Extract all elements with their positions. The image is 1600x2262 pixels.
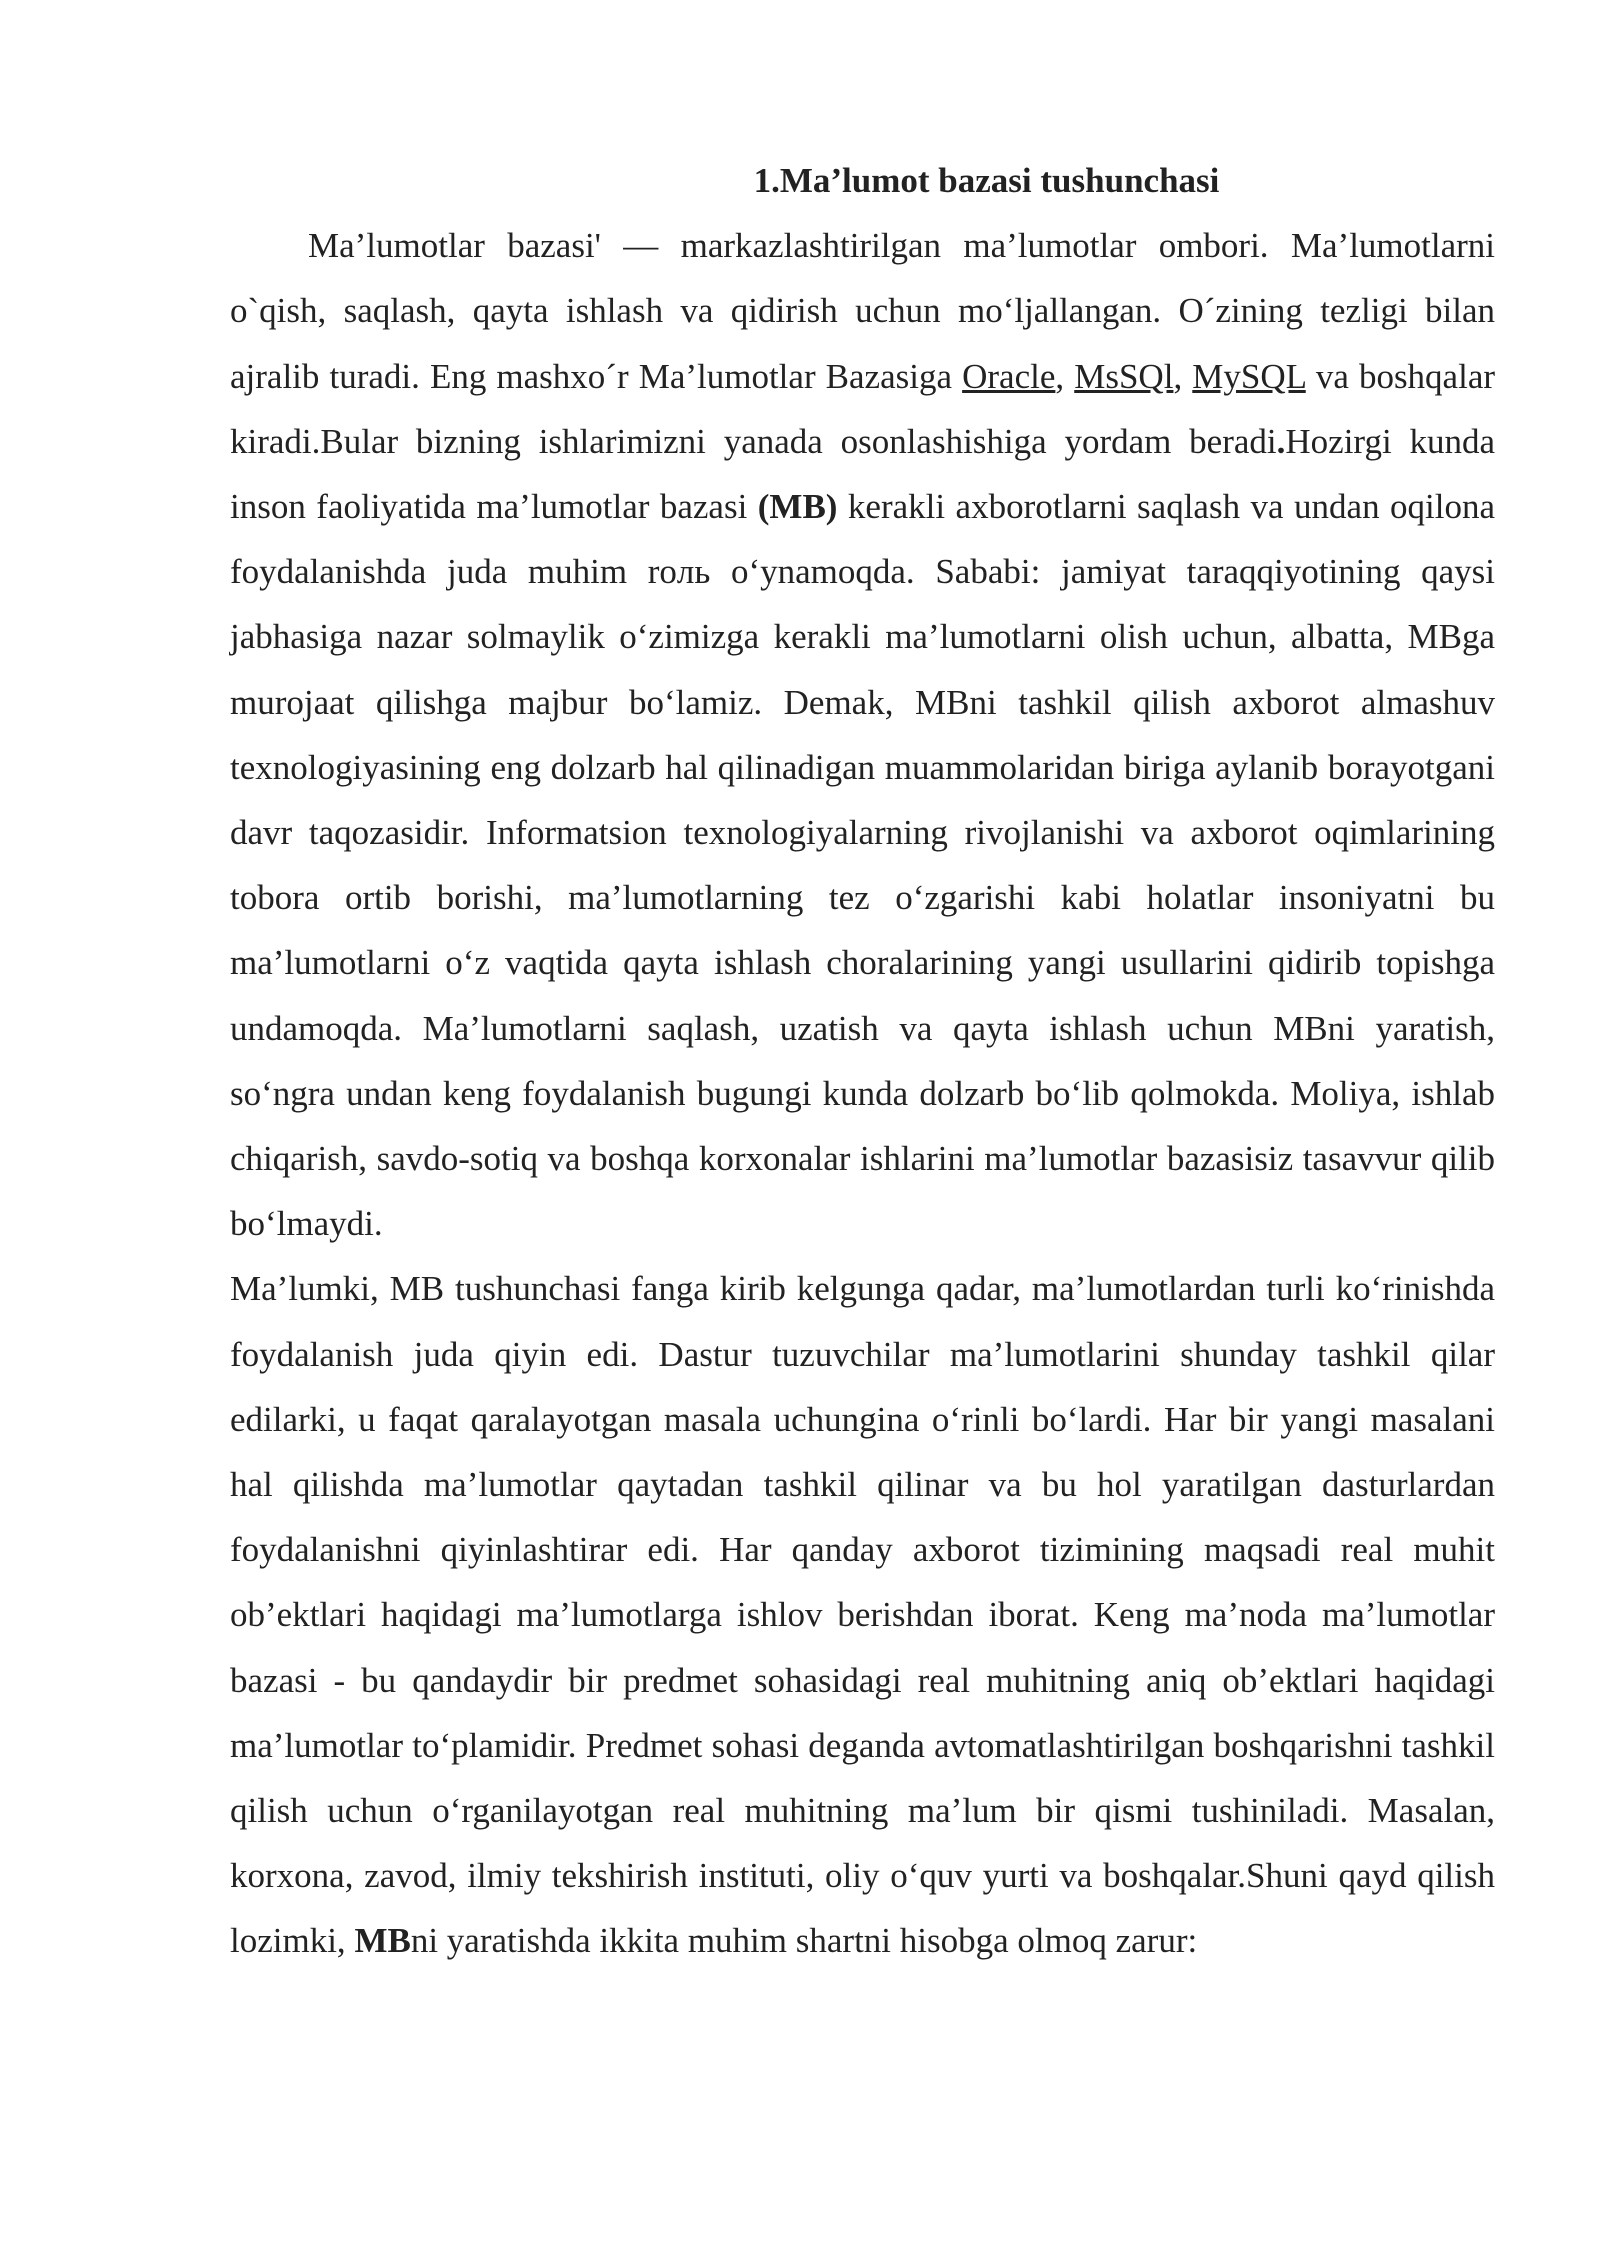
bold-mb: MB: [354, 1921, 411, 1961]
bold-mb-abbreviation: (MB): [757, 487, 838, 527]
link-mysql[interactable]: MySQL: [1192, 356, 1306, 396]
text-run: ,: [1173, 356, 1193, 396]
paragraph-intro: [230, 213, 1495, 1256]
text-run: ,: [1055, 356, 1075, 396]
text-run: kerakli axborotlarni saqlash va undan oqilona foydalanishda juda muhim roль o‘ynamoqda. Sababi: jamiyat taraqqiyotining qaysi jabhasiga nazar solmaylik o‘zimizga kerakli ma’lumotlarni olish uchun, albatta, MBga murojaat qilishga majbur bo‘lamiz. Demak, MBni tashkil qilish axborot almashuv texnologiyasining eng dolzarb hal qilinadigan muammolaridan biriga aylanib borayotgani davr taqozasidir. Informatsion texnologiyalarning rivojlanishi va axborot oqimlarining tobora ortib borishi, ma’lumotlarning tez o‘zgarishi kabi holatlar insoniyatni bu ma’lumotlarni o‘z vaqtida qayta ishlash choralarining yangi usullarini qidirib topishga undamoqda. Ma’lumotlarni saqlash, uzatish va qayta ishlash uchun MBni yaratish, so‘ngra undan keng foydalanish bugungi kunda dolzarb bo‘lib qolmokda. Moliya, ishlab chiqarish, savdo-sotiq va boshqa korxonalar ishlarini ma’lumotlar bazasisiz tasavvur qilib bo‘lmaydi.: [230, 487, 1495, 1244]
link-mssql[interactable]: MsSQl: [1074, 356, 1174, 396]
bold-period: .: [1276, 421, 1286, 461]
link-oracle[interactable]: Oracle: [962, 356, 1056, 396]
text-run: Ma’lumki, MB tushunchasi fanga kirib kelgunga qadar, ma’lumotlardan turli ko‘rinishda foydalanish juda qiyin edi. Dastur tuzuvchilar ma’lumotlarini shunday tashkil qilar edilarki, u faqat qaralayotgan masala uchungina o‘rinli bo‘lardi. Har bir yangi masalani hal qilishda ma’lumotlar qaytadan tashkil qilinar va bu hol yaratilgan dasturlardan foydalanishni qiyinlashtirar edi. Har qanday axborot tizimining maqsadi real muhit ob’ektlari haqidagi ma’lumotlarga ishlov berishdan iborat. Keng ma’noda ma’lumotlar bazasi - bu qandaydir bir predmet sohasidagi real muhitning aniq ob’ektlari haqidagi ma’lumotlar to‘plamidir. Predmet sohasi deganda avtomatlashtirilgan boshqarishni tashkil qilish uchun o‘rganilayotgan real muhitning ma’lum bir qismi tushiniladi. Masalan, korxona, zavod, ilmiy tekshirish instituti, oliy o‘quv yurti va boshqalar.Shuni qayd qilish lozimki,: [230, 1269, 1495, 1961]
section-heading: 1.Ma’lumot bazasi tushunchasi: [753, 161, 1220, 200]
text-run: Hozirgi kunda inson faoliyatida ma’lumotlar bazasi: [230, 421, 1495, 527]
text-run: ni yaratishda ikkita muhim shartni hisobga olmoq zarur:: [410, 1921, 1198, 1961]
text-run: Ma’lumotlar bazasi' — markazlashtirilgan ma’lumotlar ombori. Ma’lumotlarni o`qish, saqlash, qayta ishlash va qidirish uchun mo‘ljallangan. O´zining tezligi bilan ajralib turadi. Eng mashxo´r Ma’lumotlar Bazasiga: [230, 226, 1495, 396]
paragraph-history: [230, 1256, 1495, 1973]
text-run: va boshqalar kiradi.Bular bizning ishlarimizni yanada osonlashishiga yordam beradi: [230, 356, 1496, 461]
document-page: [230, 148, 1495, 1974]
